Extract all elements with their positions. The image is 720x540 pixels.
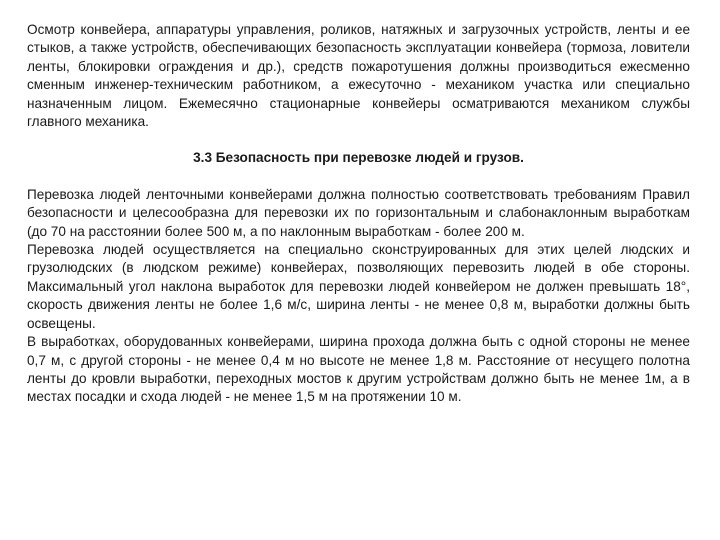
body-paragraph-conveyor-limits: Перевозка людей осуществляется на специально сконструированных для этих целей людских и грузолюдских (в людском режиме) конвейерах, позволяющих перевозить людей в обе стороны. Максимальный угол наклона выработок для перевозки людей конвейером не должен превышать 18°, скорость движения ленты не более 1,6 м/с, ширина ленты - не менее 0,8 м, выработки должны быть освещены. — [27, 242, 690, 331]
body-paragraph-passage-width: В выработках, оборудованных конвейерами, ширина прохода должна быть с одной стороны не менее 0,7 м, с другой стороны - не менее 0,4 м но высоте не менее 1,8 м. Расстояние от несущего полотна ленты до кровли выработки, переходных мостов к другим устройствам должно быть не менее 1м, а в местах посадки и схода людей - не менее 1,5 м на протяжении 10 м. — [27, 334, 690, 405]
document-page — [27, 21, 690, 407]
section-heading: 3.3 Безопасность при перевозке людей и грузов. — [193, 150, 524, 166]
intro-paragraph: Осмотр конвейера, аппаратуры управления, роликов, натяжных и загрузочных устройств, ленты и ее стыков, а также устройств, обеспечивающих безопасность эксплуатации конвейера (тормоза, ловители ленты, блокировки ограждения и др.), средств пожаротушения должны производиться ежесменно сменным инженер-техническим работником, а ежесуточно - механиком участка или специально назначенным лицом. Ежемесячно стационарные конвейеры осматриваются механиком службы главного механика. — [27, 22, 690, 130]
body-paragraph-transport-requirements: Перевозка людей ленточными конвейерами должна полностью соответствовать требованиям Правил безопасности и целесообразна для перевозки их по горизонтальным и слабонаклонным выработкам (до 70 на расстоянии более 500 м, а по наклонным выработкам - более 200 м. — [27, 186, 690, 239]
